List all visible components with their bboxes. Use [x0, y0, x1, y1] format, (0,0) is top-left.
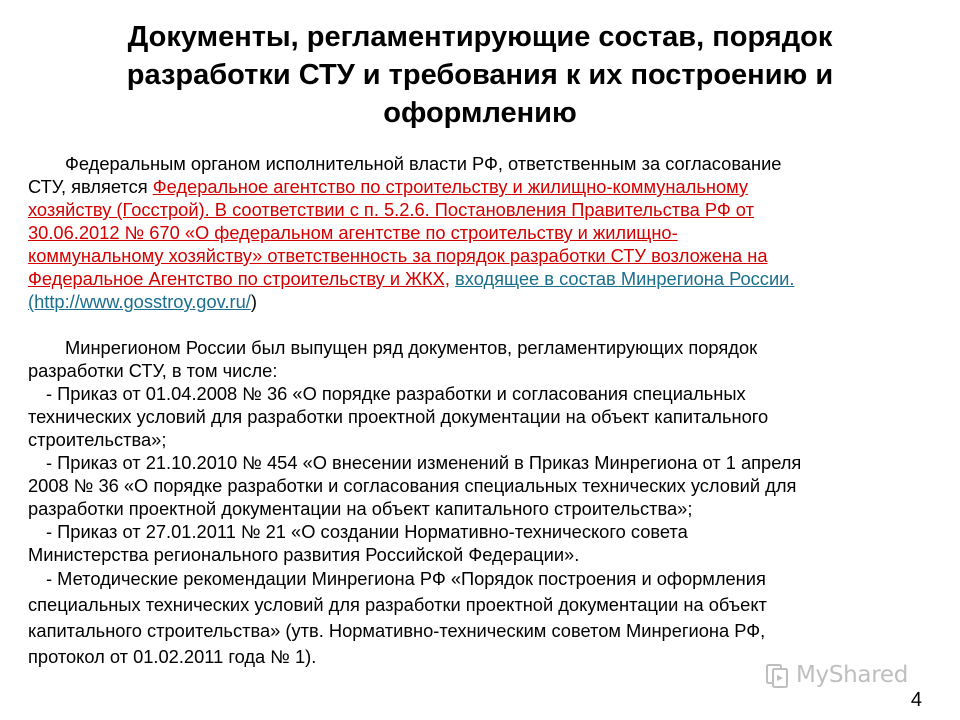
paragraph-minregion: [28, 336, 934, 382]
slide-title: Документы, регламентирующие состав, порядок разработки СТУ и требования к их построению и оформлению: [126, 21, 834, 129]
text-line: специальных технических условий для разработки проектной документации на объект: [28, 594, 767, 615]
text-line: - Приказ от 21.10.2010 № 454 «О внесении изменений в Приказ Минрегиона от 1 апреля: [46, 452, 802, 473]
text-line: 2008 № 36 «О порядке разработки и согласования специальных технических условий для: [28, 475, 797, 496]
text-line: Минрегионом России был выпущен ряд документов, регламентирующих порядок: [65, 337, 758, 358]
text-line: Федеральным органом исполнительной власти РФ, ответственным за согласование: [65, 153, 782, 174]
decree-670-link-cont[interactable]: коммунальному хозяйству» ответственность за порядок разработки СТУ возложена на: [28, 245, 768, 266]
text-line: - Приказ от 27.01.2011 № 21 «О создании Нормативно-технического совета: [46, 521, 688, 542]
minregion-link[interactable]: входящее в состав Минрегиона России.: [455, 268, 795, 289]
text-line: [28, 267, 934, 290]
paragraph-gosstroy: [28, 152, 934, 313]
document-list-item: [28, 382, 934, 451]
agency-name-link[interactable]: Федеральное Агентство по строительству и ЖКХ,: [28, 268, 450, 289]
gosstroy-agency-link-cont[interactable]: хозяйству (Госстрой). В соответствии с п. 5.2.6. Постановления Правительства РФ от: [28, 199, 754, 220]
text-line: разработки СТУ, в том числе:: [28, 360, 278, 381]
paragraph-spacer: [28, 313, 934, 336]
myshared-watermark: [766, 658, 936, 692]
page-number: 4: [910, 689, 922, 711]
document-list-item: [28, 566, 934, 670]
gosstroy-agency-link[interactable]: Федеральное агентство по строительству и жилищно-коммунальному: [152, 176, 749, 197]
text-line: - Методические рекомендации Минрегиона РФ «Порядок построения и оформления: [46, 568, 766, 589]
text-line: (http://www.gosstroy.gov.ru/): [28, 291, 257, 312]
decree-670-link[interactable]: 30.06.2012 № 670 «О федеральном агентстве по строительству и жилищно-: [28, 222, 678, 243]
watermark-text: MyShared: [796, 662, 909, 688]
text-line: [28, 198, 934, 221]
text-line: протокол от 01.02.2011 года № 1).: [28, 646, 317, 667]
text-line: Министерства регионального развития Российской Федерации».: [28, 544, 580, 565]
document-list-item: [28, 520, 934, 566]
text-line: капитального строительства» (утв. Нормативно-техническим советом Минрегиона РФ,: [28, 620, 766, 641]
text-line: [28, 244, 934, 267]
text-line: - Приказ от 01.04.2008 № 36 «О порядке разработки и согласования специальных: [46, 383, 746, 404]
gosstroy-url-link[interactable]: (http://www.gosstroy.gov.ru/: [28, 291, 251, 312]
slide-body: [28, 152, 934, 670]
myshared-logo-icon: [766, 662, 790, 688]
text-line: СТУ, является Федеральное агентство по строительству и жилищно-коммунальному: [28, 176, 749, 197]
text-line: разработки проектной документации на объект капитального строительства»;: [28, 498, 693, 519]
text-line: строительства»;: [28, 429, 167, 450]
text-line: технических условий для разработки проектной документации на объект капитального: [28, 406, 769, 427]
document-list-item: [28, 451, 934, 520]
text-line: [28, 221, 934, 244]
